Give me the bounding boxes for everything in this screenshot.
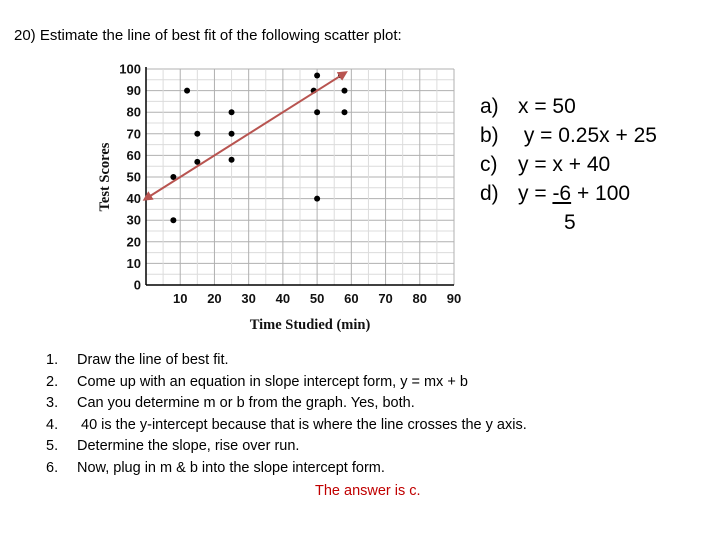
x-axis-title: Time Studied (min) (249, 317, 371, 333)
choice-label: d) (480, 182, 499, 205)
step-text: Determine the slope, rise over run. (77, 438, 300, 454)
data-point (229, 157, 235, 163)
choice-d-denominator: 5 (564, 211, 576, 234)
y-tick-label: 50 (126, 169, 141, 185)
y-axis-title: Test Scores (97, 142, 113, 212)
step-item (46, 372, 527, 394)
step-text: Draw the line of best fit. (77, 352, 229, 368)
choice-b (480, 121, 657, 150)
x-tick-label: 70 (378, 291, 393, 306)
question-text: 20) Estimate the line of best fit of the following scatter plot: (14, 27, 402, 44)
y-tick-label: 10 (126, 255, 141, 271)
step-item (46, 415, 527, 437)
step-text: Can you determine m or b from the graph. Yes, both. (77, 395, 415, 411)
step-number: 6. (46, 459, 59, 476)
scatter-chart (88, 55, 468, 335)
choice-c (480, 150, 657, 179)
data-point (341, 109, 347, 115)
choice-text: y = 0.25x + 25 (518, 124, 657, 147)
solution-steps (46, 350, 527, 479)
data-point (341, 88, 347, 94)
y-tick-label: 70 (126, 126, 141, 142)
data-point (194, 131, 200, 137)
y-tick-label: 100 (119, 61, 141, 77)
x-tick-label: 20 (207, 291, 222, 306)
x-tick-label: 10 (172, 291, 188, 306)
step-number: 2. (46, 373, 59, 390)
step-item (46, 350, 527, 372)
y-tick-label: 40 (126, 191, 141, 207)
y-tick-label: 60 (126, 147, 141, 163)
choice-label: b) (480, 124, 499, 147)
data-point (184, 88, 190, 94)
step-number: 3. (46, 395, 59, 411)
x-tick-label: 40 (275, 291, 291, 306)
choice-text: x = 50 (518, 95, 576, 118)
best-fit-line (146, 73, 344, 198)
step-item (46, 436, 527, 458)
choice-text: y = (518, 182, 553, 205)
data-point (314, 109, 320, 115)
choice-text: y = x + 40 (518, 153, 611, 176)
step-text: 40 is the y-intercept because that is where the line crosses the y axis. (77, 416, 527, 433)
answer-text: The answer is c. (315, 483, 421, 499)
x-tick-label: 60 (344, 291, 359, 306)
choice-d (480, 179, 657, 208)
choice-label: a) (480, 95, 499, 118)
y-tick-label: 20 (126, 234, 141, 250)
step-text: Now, plug in m & b into the slope intercept form. (77, 459, 385, 476)
step-item (46, 458, 527, 480)
step-number: 4. (46, 416, 59, 433)
data-point (229, 109, 235, 115)
step-number: 1. (46, 352, 59, 368)
step-text: Come up with an equation in slope intercept form, y = mx + b (77, 373, 468, 390)
step-item (46, 393, 527, 415)
data-point (314, 72, 320, 78)
y-tick-label: 30 (126, 212, 141, 228)
x-tick-label: 50 (309, 291, 325, 306)
data-point (314, 196, 320, 202)
x-tick-label: 90 (446, 291, 462, 306)
answer-choices (480, 92, 657, 237)
x-tick-label: 80 (412, 291, 428, 306)
y-tick-label: 90 (126, 83, 141, 99)
choice-d-numerator: -6 (552, 182, 572, 205)
y-tick-label: 80 (126, 104, 141, 120)
choice-label: c) (480, 153, 498, 176)
y-tick-label: 0 (133, 277, 141, 293)
choice-text-tail: + 100 (571, 182, 631, 205)
choice-a (480, 92, 657, 121)
data-point (229, 131, 235, 137)
step-number: 5. (46, 438, 59, 454)
x-tick-label: 30 (241, 291, 256, 306)
data-point (170, 217, 176, 223)
